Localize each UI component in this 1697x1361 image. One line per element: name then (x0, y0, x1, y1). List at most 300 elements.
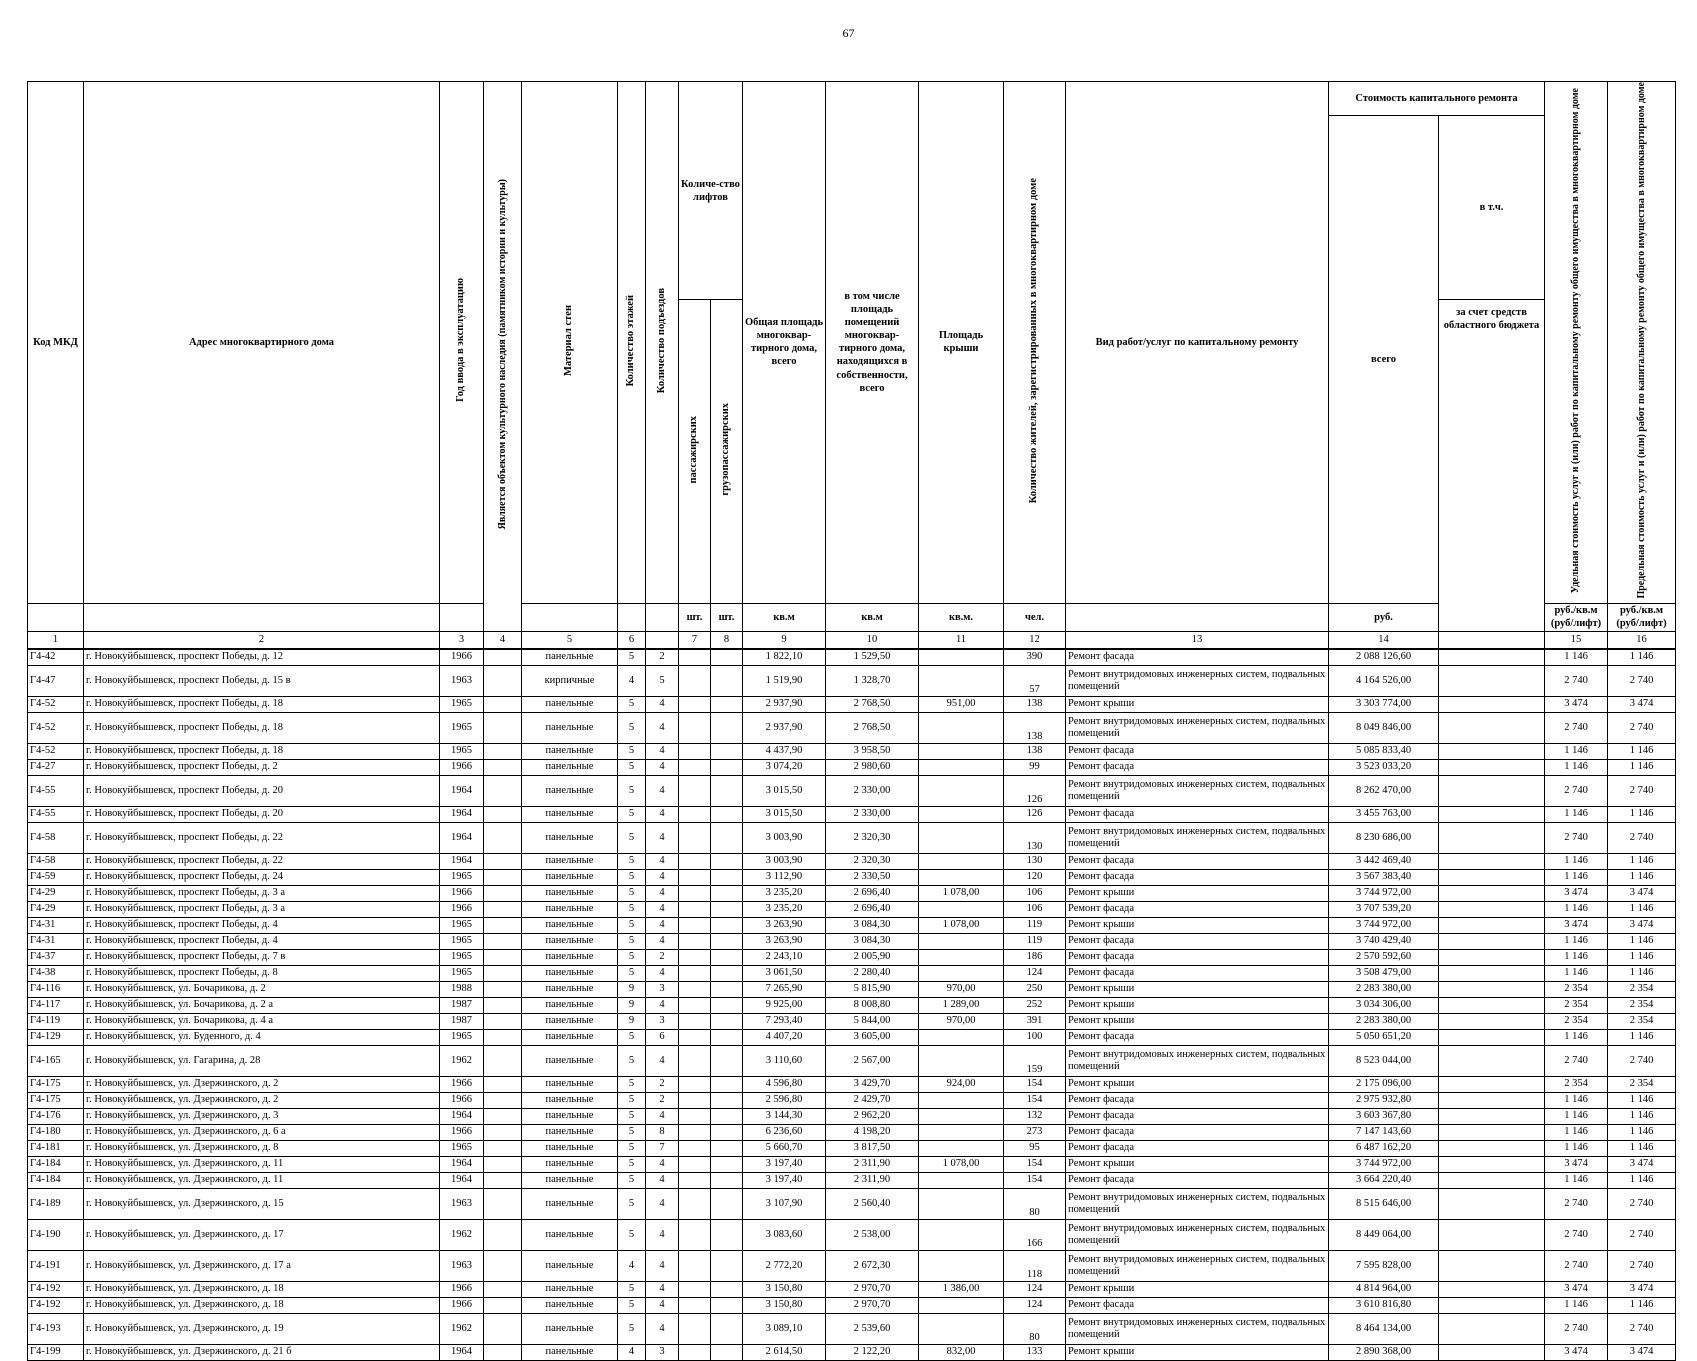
lifts-pass-cell (679, 1281, 711, 1297)
cost-regional-cell (1439, 853, 1545, 869)
total-area-cell: 3 150,80 (743, 1297, 826, 1313)
limit-cost-cell: 1 146 (1608, 1140, 1676, 1156)
table-row (28, 1156, 1676, 1172)
residents-cell: 138 (1004, 696, 1066, 712)
unit-cost-cell: 3 474 (1545, 1156, 1608, 1172)
lifts-pass-cell (679, 853, 711, 869)
address-cell: г. Новокуйбышевск, ул. Бочарикова, д. 4 а (84, 1013, 440, 1029)
year-cell: 1966 (440, 1281, 484, 1297)
total-area-cell: 3 235,20 (743, 885, 826, 901)
cost-total-cell: 4 164 526,00 (1329, 665, 1439, 696)
cost-total-cell: 3 664 220,40 (1329, 1172, 1439, 1188)
address-cell: г. Новокуйбышевск, проспект Победы, д. 3 а (84, 885, 440, 901)
limit-cost-cell: 1 146 (1608, 1092, 1676, 1108)
residents-cell: 106 (1004, 901, 1066, 917)
lifts-pass-cell (679, 1108, 711, 1124)
lifts-cargo-cell (711, 665, 743, 696)
total-area-cell: 2 614,50 (743, 1344, 826, 1360)
entrances-cell: 4 (646, 1045, 679, 1076)
roof-area-cell: 1 078,00 (919, 1156, 1004, 1172)
roof-area-cell (919, 869, 1004, 885)
owned-area-cell: 2 970,70 (826, 1297, 919, 1313)
page-number: 67 (842, 26, 855, 40)
owned-area-cell: 2 311,90 (826, 1172, 919, 1188)
year-cell: 1965 (440, 869, 484, 885)
table-row (28, 1219, 1676, 1250)
limit-cost-cell: 1 146 (1608, 1297, 1676, 1313)
work-type-cell: Ремонт фасада (1066, 1029, 1329, 1045)
unit-cost-cell: 2 740 (1545, 712, 1608, 743)
entrances-cell: 4 (646, 1188, 679, 1219)
cost-regional-cell (1439, 1188, 1545, 1219)
material-cell: панельные (522, 759, 618, 775)
entrances-cell: 4 (646, 1156, 679, 1172)
floors-cell: 5 (618, 1140, 646, 1156)
heritage-cell (484, 806, 522, 822)
cost-total-cell: 2 175 096,00 (1329, 1076, 1439, 1092)
mkd-code-cell: Г4-119 (28, 1013, 84, 1029)
roof-area-cell (919, 1029, 1004, 1045)
table-row (28, 1344, 1676, 1360)
total-area-cell: 3 003,90 (743, 853, 826, 869)
heritage-cell (484, 1172, 522, 1188)
column-number: 12 (1004, 631, 1066, 649)
lifts-pass-cell (679, 965, 711, 981)
material-cell: панельные (522, 885, 618, 901)
lifts-cargo-cell (711, 1140, 743, 1156)
heritage-cell (484, 649, 522, 666)
column-number: 10 (826, 631, 919, 649)
address-cell: г. Новокуйбышевск, ул. Дзержинского, д. 19 (84, 1313, 440, 1344)
residents-cell: 154 (1004, 1172, 1066, 1188)
year-cell: 1963 (440, 665, 484, 696)
lifts-cargo-cell (711, 933, 743, 949)
address-cell: г. Новокуйбышевск, ул. Дзержинского, д. 11 (84, 1156, 440, 1172)
column-number: 3 (440, 631, 484, 649)
material-cell: панельные (522, 1172, 618, 1188)
owned-area-cell: 2 696,40 (826, 901, 919, 917)
table-row (28, 933, 1676, 949)
total-area-cell: 3 003,90 (743, 822, 826, 853)
total-area-cell: 3 061,50 (743, 965, 826, 981)
address-cell: г. Новокуйбышевск, ул. Дзержинского, д. 11 (84, 1172, 440, 1188)
cost-total-cell: 7 595 828,00 (1329, 1250, 1439, 1281)
heritage-cell (484, 1281, 522, 1297)
floors-cell: 5 (618, 1172, 646, 1188)
mkd-code-cell: Г4-55 (28, 775, 84, 806)
unit-cost-cell: 2 354 (1545, 1013, 1608, 1029)
address-cell: г. Новокуйбышевск, проспект Победы, д. 4 (84, 933, 440, 949)
address-cell: г. Новокуйбышевск, проспект Победы, д. 18 (84, 696, 440, 712)
cost-total-cell: 2 088 126,60 (1329, 649, 1439, 666)
material-cell: панельные (522, 1140, 618, 1156)
heritage-cell (484, 822, 522, 853)
limit-cost-cell: 2 740 (1608, 1313, 1676, 1344)
column-number: 1 (28, 631, 84, 649)
floors-cell: 5 (618, 885, 646, 901)
heritage-cell (484, 1076, 522, 1092)
table-row (28, 1250, 1676, 1281)
residents-cell: 124 (1004, 965, 1066, 981)
work-type-cell: Ремонт фасада (1066, 901, 1329, 917)
roof-area-cell (919, 1045, 1004, 1076)
owned-area-cell: 8 008,80 (826, 997, 919, 1013)
lifts-cargo-cell (711, 1124, 743, 1140)
roof-area-cell (919, 901, 1004, 917)
heritage-cell (484, 743, 522, 759)
residents-cell: 154 (1004, 1092, 1066, 1108)
lifts-cargo-cell (711, 822, 743, 853)
table-row (28, 1172, 1676, 1188)
cost-regional-cell (1439, 1108, 1545, 1124)
material-cell: панельные (522, 1313, 618, 1344)
material-cell: панельные (522, 997, 618, 1013)
roof-area-cell (919, 806, 1004, 822)
lifts-cargo-cell (711, 1172, 743, 1188)
owned-area-cell: 2 696,40 (826, 885, 919, 901)
limit-cost-cell: 1 146 (1608, 759, 1676, 775)
work-type-cell: Ремонт фасада (1066, 1297, 1329, 1313)
address-cell: г. Новокуйбышевск, ул. Дзержинского, д. 3 (84, 1108, 440, 1124)
limit-cost-cell: 1 146 (1608, 901, 1676, 917)
lifts-pass-cell (679, 1045, 711, 1076)
work-type-cell: Ремонт фасада (1066, 965, 1329, 981)
limit-cost-cell: 1 146 (1608, 949, 1676, 965)
lifts-cargo-cell (711, 1108, 743, 1124)
unit-cost-cell: 1 146 (1545, 1108, 1608, 1124)
floors-cell: 5 (618, 649, 646, 666)
total-area-cell: 2 772,20 (743, 1250, 826, 1281)
residents-cell: 106 (1004, 885, 1066, 901)
cost-regional-cell (1439, 1313, 1545, 1344)
total-area-cell: 7 265,90 (743, 981, 826, 997)
entrances-cell: 4 (646, 696, 679, 712)
address-cell: г. Новокуйбышевск, ул. Дзержинского, д. 17 (84, 1219, 440, 1250)
work-type-cell: Ремонт внутридомовых инженерных систем, подвальных помещений (1066, 775, 1329, 806)
lifts-pass-cell (679, 869, 711, 885)
table-row (28, 885, 1676, 901)
unit-cost-cell: 1 146 (1545, 869, 1608, 885)
column-number: 5 (522, 631, 618, 649)
total-area-cell: 2 243,10 (743, 949, 826, 965)
cost-regional-cell (1439, 1076, 1545, 1092)
header-work-type: Вид работ/услуг по капитальному ремонту (1066, 82, 1329, 604)
roof-area-cell (919, 1124, 1004, 1140)
unit-cost-cell: 1 146 (1545, 1297, 1608, 1313)
table-row (28, 949, 1676, 965)
cost-total-cell: 8 464 134,00 (1329, 1313, 1439, 1344)
address-cell: г. Новокуйбышевск, ул. Дзержинского, д. 17 а (84, 1250, 440, 1281)
cost-total-cell: 8 049 846,00 (1329, 712, 1439, 743)
lifts-pass-cell (679, 1140, 711, 1156)
header-lifts-cargo: грузопассажирских (711, 300, 743, 603)
cost-regional-cell (1439, 997, 1545, 1013)
roof-area-cell (919, 1188, 1004, 1219)
entrances-cell: 4 (646, 1297, 679, 1313)
material-cell: панельные (522, 743, 618, 759)
residents-cell: 57 (1004, 665, 1066, 696)
year-cell: 1965 (440, 917, 484, 933)
table-row (28, 712, 1676, 743)
floors-cell: 5 (618, 1281, 646, 1297)
heritage-cell (484, 885, 522, 901)
material-cell: панельные (522, 1344, 618, 1360)
heritage-cell (484, 997, 522, 1013)
year-cell: 1964 (440, 806, 484, 822)
lifts-cargo-cell (711, 1250, 743, 1281)
mkd-code-cell: Г4-190 (28, 1219, 84, 1250)
total-area-cell: 2 596,80 (743, 1092, 826, 1108)
header-code: Код МКД (28, 82, 84, 604)
entrances-cell: 4 (646, 965, 679, 981)
cost-regional-cell (1439, 949, 1545, 965)
work-type-cell: Ремонт фасада (1066, 869, 1329, 885)
cost-total-cell: 2 975 932,80 (1329, 1092, 1439, 1108)
material-cell: панельные (522, 1013, 618, 1029)
total-area-cell: 3 197,40 (743, 1172, 826, 1188)
cost-regional-cell (1439, 1344, 1545, 1360)
lifts-pass-cell (679, 1013, 711, 1029)
limit-cost-cell: 1 146 (1608, 869, 1676, 885)
year-cell: 1966 (440, 885, 484, 901)
roof-area-cell (919, 1297, 1004, 1313)
floors-cell: 4 (618, 1250, 646, 1281)
roof-area-cell (919, 759, 1004, 775)
unit-cost-cell: 1 146 (1545, 743, 1608, 759)
unit-lifts-pass: шт. (679, 603, 711, 631)
total-area-cell: 4 407,20 (743, 1029, 826, 1045)
material-cell: панельные (522, 1156, 618, 1172)
mkd-code-cell: Г4-47 (28, 665, 84, 696)
address-cell: г. Новокуйбышевск, проспект Победы, д. 7 в (84, 949, 440, 965)
heritage-cell (484, 712, 522, 743)
owned-area-cell: 2 567,00 (826, 1045, 919, 1076)
roof-area-cell: 970,00 (919, 1013, 1004, 1029)
lifts-cargo-cell (711, 649, 743, 666)
total-area-cell: 3 110,60 (743, 1045, 826, 1076)
lifts-cargo-cell (711, 901, 743, 917)
cost-regional-cell (1439, 869, 1545, 885)
work-type-cell: Ремонт внутридомовых инженерных систем, подвальных помещений (1066, 1313, 1329, 1344)
lifts-pass-cell (679, 885, 711, 901)
year-cell: 1966 (440, 1297, 484, 1313)
unit-cost-cell: 3 474 (1545, 917, 1608, 933)
cost-total-cell: 3 303 774,00 (1329, 696, 1439, 712)
roof-area-cell: 924,00 (919, 1076, 1004, 1092)
cost-total-cell: 3 744 972,00 (1329, 1156, 1439, 1172)
roof-area-cell: 1 078,00 (919, 917, 1004, 933)
cost-regional-cell (1439, 1250, 1545, 1281)
mkd-code-cell: Г4-117 (28, 997, 84, 1013)
column-number (646, 631, 679, 649)
mkd-code-cell: Г4-180 (28, 1124, 84, 1140)
owned-area-cell: 1 529,50 (826, 649, 919, 666)
unit-cost-cell: 2 740 (1545, 775, 1608, 806)
cost-regional-cell (1439, 743, 1545, 759)
material-cell: панельные (522, 901, 618, 917)
material-cell: панельные (522, 1188, 618, 1219)
unit-cost-cell: 1 146 (1545, 933, 1608, 949)
mkd-code-cell: Г4-58 (28, 822, 84, 853)
residents-cell: 154 (1004, 1156, 1066, 1172)
header-address: Адрес многоквартирного дома (84, 82, 440, 604)
heritage-cell (484, 759, 522, 775)
work-type-cell: Ремонт внутридомовых инженерных систем, подвальных помещений (1066, 712, 1329, 743)
cost-regional-cell (1439, 822, 1545, 853)
year-cell: 1965 (440, 933, 484, 949)
residents-cell: 119 (1004, 933, 1066, 949)
limit-cost-cell: 3 474 (1608, 1156, 1676, 1172)
lifts-pass-cell (679, 1313, 711, 1344)
entrances-cell: 4 (646, 997, 679, 1013)
work-type-cell: Ремонт крыши (1066, 997, 1329, 1013)
heritage-cell (484, 1188, 522, 1219)
lifts-pass-cell (679, 1029, 711, 1045)
floors-cell: 9 (618, 981, 646, 997)
unit-cost-cell: 1 146 (1545, 853, 1608, 869)
residents-cell: 80 (1004, 1313, 1066, 1344)
limit-cost-cell: 3 474 (1608, 917, 1676, 933)
unit-cost-cell: 1 146 (1545, 949, 1608, 965)
roof-area-cell (919, 1108, 1004, 1124)
lifts-cargo-cell (711, 1281, 743, 1297)
cost-regional-cell (1439, 1092, 1545, 1108)
material-cell: панельные (522, 806, 618, 822)
entrances-cell: 8 (646, 1124, 679, 1140)
mkd-code-cell: Г4-184 (28, 1156, 84, 1172)
lifts-pass-cell (679, 1124, 711, 1140)
residents-cell: 138 (1004, 712, 1066, 743)
table-row (28, 759, 1676, 775)
roof-area-cell (919, 743, 1004, 759)
unit-cost-total: руб. (1329, 603, 1439, 631)
header-cost-total: всего (1329, 116, 1439, 604)
cost-regional-cell (1439, 1140, 1545, 1156)
year-cell: 1962 (440, 1219, 484, 1250)
floors-cell: 5 (618, 1124, 646, 1140)
cost-regional-cell (1439, 981, 1545, 997)
header-lifts: Количе-ство лифтов (679, 82, 743, 300)
floors-cell: 9 (618, 1013, 646, 1029)
year-cell: 1966 (440, 1092, 484, 1108)
work-type-cell: Ремонт фасада (1066, 743, 1329, 759)
lifts-pass-cell (679, 949, 711, 965)
lifts-cargo-cell (711, 1188, 743, 1219)
work-type-cell: Ремонт внутридомовых инженерных систем, подвальных помещений (1066, 1219, 1329, 1250)
floors-cell: 5 (618, 822, 646, 853)
lifts-cargo-cell (711, 917, 743, 933)
roof-area-cell: 951,00 (919, 696, 1004, 712)
heritage-cell (484, 981, 522, 997)
heritage-cell (484, 1108, 522, 1124)
roof-area-cell: 970,00 (919, 981, 1004, 997)
lifts-cargo-cell (711, 1344, 743, 1360)
floors-cell: 5 (618, 917, 646, 933)
column-number: 6 (618, 631, 646, 649)
address-cell: г. Новокуйбышевск, ул. Буденного, д. 4 (84, 1029, 440, 1045)
cost-regional-cell (1439, 775, 1545, 806)
limit-cost-cell: 2 740 (1608, 665, 1676, 696)
owned-area-cell: 2 768,50 (826, 696, 919, 712)
cost-regional-cell (1439, 759, 1545, 775)
lifts-cargo-cell (711, 965, 743, 981)
lifts-cargo-cell (711, 759, 743, 775)
year-cell: 1964 (440, 853, 484, 869)
floors-cell: 5 (618, 1188, 646, 1219)
work-type-cell: Ремонт фасада (1066, 759, 1329, 775)
year-cell: 1965 (440, 1029, 484, 1045)
entrances-cell: 4 (646, 933, 679, 949)
residents-cell: 95 (1004, 1140, 1066, 1156)
cost-regional-cell (1439, 696, 1545, 712)
material-cell: панельные (522, 822, 618, 853)
year-cell: 1987 (440, 997, 484, 1013)
cost-total-cell: 2 283 380,00 (1329, 981, 1439, 997)
limit-cost-cell: 2 354 (1608, 997, 1676, 1013)
total-area-cell: 3 107,90 (743, 1188, 826, 1219)
entrances-cell: 4 (646, 885, 679, 901)
unit-cost-cell: 3 474 (1545, 696, 1608, 712)
total-area-cell: 3 263,90 (743, 933, 826, 949)
table-row (28, 917, 1676, 933)
mkd-code-cell: Г4-193 (28, 1313, 84, 1344)
unit-cost-cell: 1 146 (1545, 759, 1608, 775)
owned-area-cell: 2 311,90 (826, 1156, 919, 1172)
entrances-cell: 4 (646, 1172, 679, 1188)
entrances-cell: 3 (646, 1344, 679, 1360)
limit-cost-cell: 2 354 (1608, 1013, 1676, 1029)
work-type-cell: Ремонт крыши (1066, 1013, 1329, 1029)
floors-cell: 5 (618, 775, 646, 806)
residents-cell: 166 (1004, 1219, 1066, 1250)
material-cell: панельные (522, 1076, 618, 1092)
year-cell: 1966 (440, 901, 484, 917)
lifts-cargo-cell (711, 885, 743, 901)
mkd-code-cell: Г4-175 (28, 1092, 84, 1108)
table-row (28, 1297, 1676, 1313)
mkd-code-cell: Г4-37 (28, 949, 84, 965)
cost-regional-cell (1439, 885, 1545, 901)
material-cell: панельные (522, 775, 618, 806)
year-cell: 1966 (440, 1124, 484, 1140)
column-number: 13 (1066, 631, 1329, 649)
address-cell: г. Новокуйбышевск, ул. Дзержинского, д. 2 (84, 1092, 440, 1108)
entrances-cell: 2 (646, 949, 679, 965)
mkd-code-cell: Г4-176 (28, 1108, 84, 1124)
lifts-cargo-cell (711, 949, 743, 965)
floors-cell: 5 (618, 965, 646, 981)
mkd-code-cell: Г4-31 (28, 917, 84, 933)
entrances-cell: 4 (646, 901, 679, 917)
table-row (28, 743, 1676, 759)
total-area-cell: 3 197,40 (743, 1156, 826, 1172)
limit-cost-cell: 2 740 (1608, 712, 1676, 743)
floors-cell: 5 (618, 1156, 646, 1172)
mkd-code-cell: Г4-31 (28, 933, 84, 949)
table-header (28, 82, 1676, 649)
owned-area-cell: 3 084,30 (826, 917, 919, 933)
floors-cell: 5 (618, 759, 646, 775)
heritage-cell (484, 917, 522, 933)
entrances-cell: 2 (646, 1092, 679, 1108)
mkd-code-cell: Г4-191 (28, 1250, 84, 1281)
roof-area-cell (919, 1250, 1004, 1281)
address-cell: г. Новокуйбышевск, проспект Победы, д. 4 (84, 917, 440, 933)
mkd-code-cell: Г4-58 (28, 853, 84, 869)
roof-area-cell (919, 1140, 1004, 1156)
column-number: 14 (1329, 631, 1439, 649)
cost-total-cell: 3 442 469,40 (1329, 853, 1439, 869)
